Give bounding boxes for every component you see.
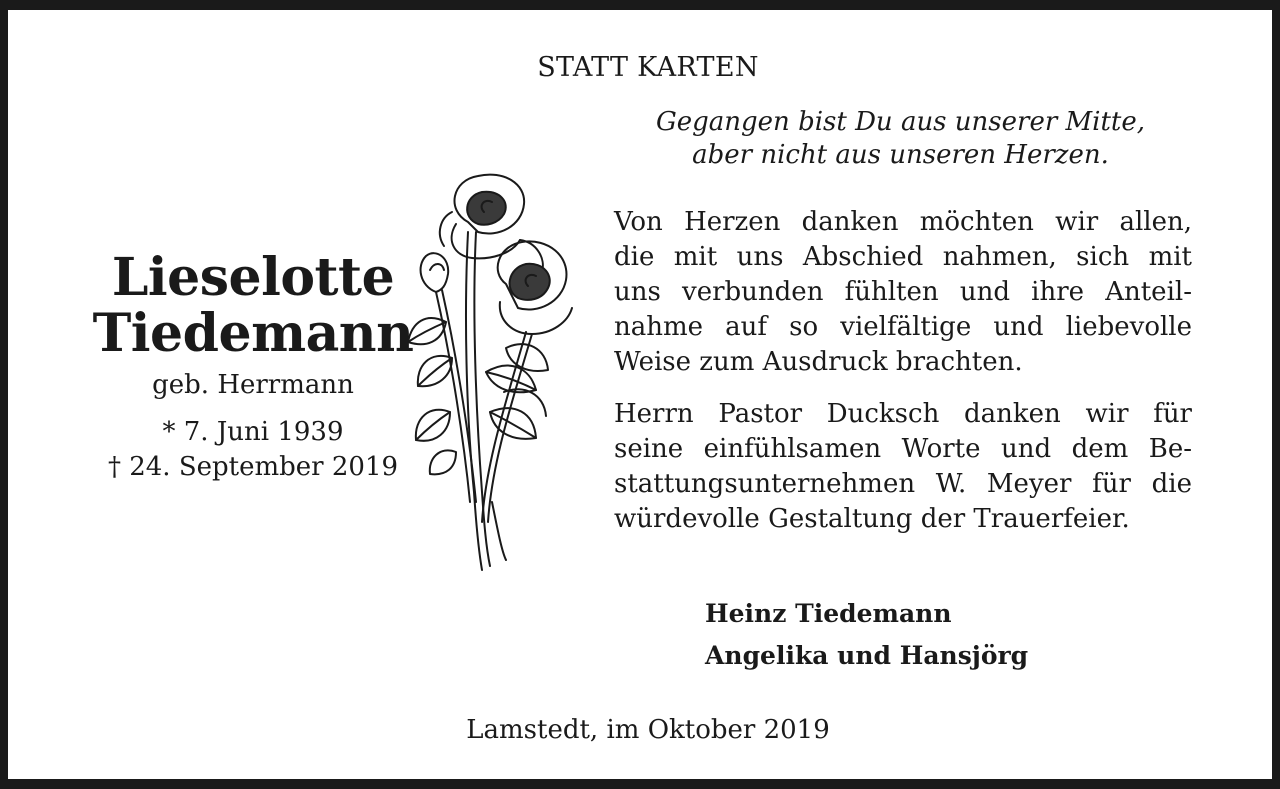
header-statt-karten: STATT KARTEN bbox=[537, 52, 759, 83]
signer-1: Heinz Tiedemann bbox=[705, 599, 952, 628]
paragraph-line: seine einfühlsamen Worte und dem Be- bbox=[614, 434, 1192, 464]
thanks-paragraph-2 bbox=[614, 397, 1192, 537]
paragraph-line: nahme auf so vielfältige und liebevolle bbox=[614, 312, 1192, 342]
thanks-paragraph-1 bbox=[614, 205, 1192, 380]
paragraph-line: würdevolle Gestaltung der Trauerfeier. bbox=[614, 504, 1130, 534]
paragraph-line: stattungsunternehmen W. Meyer für die bbox=[614, 469, 1192, 499]
deceased-first-name: Lieselotte bbox=[111, 247, 395, 308]
paragraph-line: Herrn Pastor Ducksch danken wir für bbox=[614, 399, 1192, 429]
deceased-last-name: Tiedemann bbox=[92, 303, 414, 364]
memorial-quote bbox=[618, 106, 1183, 172]
quote-line-1: Gegangen bist Du aus unserer Mitte, bbox=[655, 107, 1146, 137]
signer-2: Angelika und Hansjörg bbox=[705, 641, 1029, 670]
signers bbox=[705, 593, 1028, 677]
paragraph-line: Weise zum Ausdruck brachten. bbox=[614, 347, 1023, 377]
rose-bouquet-illustration-icon bbox=[386, 162, 586, 586]
place-and-date: Lamstedt, im Oktober 2019 bbox=[466, 715, 830, 745]
paragraph-line: die mit uns Abschied nahmen, sich mit bbox=[614, 242, 1192, 272]
paragraph-line: Von Herzen danken möchten wir allen, bbox=[614, 207, 1192, 237]
quote-line-2: aber nicht aus unseren Herzen. bbox=[692, 140, 1109, 170]
birth-date: * 7. Juni 1939 bbox=[162, 417, 344, 447]
maiden-name: geb. Herrmann bbox=[152, 370, 354, 400]
death-date: † 24. September 2019 bbox=[107, 452, 399, 482]
paragraph-line: uns verbunden fühlten und ihre Anteil- bbox=[614, 277, 1192, 307]
